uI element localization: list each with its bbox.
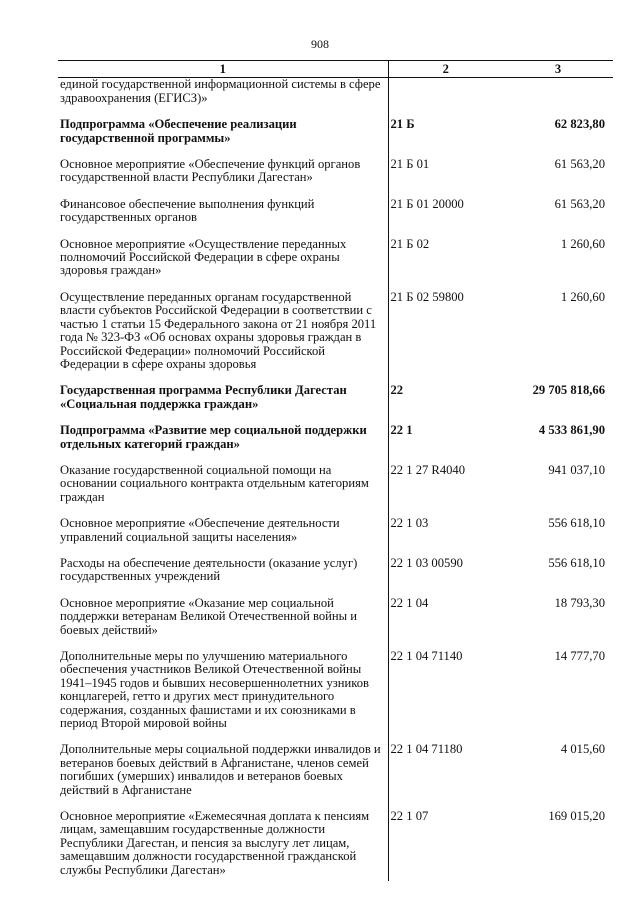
row-description: Государственная программа Республики Дагестан «Социальная поддержка граждан» [60, 383, 347, 411]
row-description: единой государственной информационной системы в сфере здравоохранения (ЕГИСЗ)» [60, 77, 381, 105]
row-description: Дополнительные меры по улучшению материального обеспечения участников Великой Отечественной войны 1941–1945 годов и бывших несовершеннолетних узников концлагерей, гетто и других мест принудительного содержания, созданных фашистами и их союзниками в период Второй мировой войны [60, 649, 369, 731]
row-description: Оказание государственной социальной помощи на основании социального контракта отдельным категориям граждан [60, 462, 369, 504]
row-amount: 1 260,60 [560, 289, 605, 304]
page-number: 908 [311, 37, 329, 51]
row-code: 22 [388, 384, 503, 424]
row-amount: 29 705 818,66 [532, 383, 605, 398]
row-amount: 1 260,60 [560, 236, 605, 251]
row-amount [503, 78, 613, 118]
row-amount: 941 037,10 [548, 462, 605, 477]
row-amount: 169 015,20 [548, 809, 605, 824]
budget-table [58, 60, 613, 881]
table-row [58, 464, 613, 517]
row-amount: 62 823,80 [554, 117, 605, 132]
row-code: 22 1 07 [388, 810, 503, 881]
table-row [58, 118, 613, 158]
table-row [58, 158, 613, 198]
table-row [58, 743, 613, 810]
table-row [58, 517, 613, 557]
row-code: 22 1 [388, 424, 503, 464]
row-amount: 556 618,10 [548, 555, 605, 570]
row-code: 22 1 04 [388, 597, 503, 650]
row-code: 22 1 03 [388, 517, 503, 557]
row-amount: 4 533 861,90 [538, 423, 605, 438]
row-amount: 4 015,60 [560, 742, 605, 757]
row-description: Осуществление переданных органам государственной власти субъектов Российской Федерации в соответствии с частью 1 статьи 15 Федерального закона от 21 ноября 2011 года № 323-ФЗ «Об основах охраны здоровья граждан в Российской Федерации» полномочий Российской Федерации в сфере охраны здоровья [60, 289, 377, 371]
table-row [58, 384, 613, 424]
row-code: 21 Б 02 59800 [388, 291, 503, 384]
table-row [58, 198, 613, 238]
table-row [58, 424, 613, 464]
row-description: Подпрограмма «Обеспечение реализации государственной программы» [60, 117, 297, 145]
row-description: Основное мероприятие «Обеспечение деятельности управлений социальной защиты населения» [60, 516, 340, 544]
row-description: Дополнительные меры социальной поддержки инвалидов и ветеранов боевых действий в Афганистане, членов семей погибших (умерших) инвалидов и ветеранов боевых действий в Афганистане [60, 742, 381, 797]
table-row [58, 650, 613, 743]
row-code: 21 Б 02 [388, 238, 503, 291]
row-code: 22 1 04 71140 [388, 650, 503, 743]
row-amount: 556 618,10 [548, 516, 605, 531]
table-row [58, 557, 613, 597]
row-amount: 61 563,20 [554, 157, 605, 172]
row-amount: 61 563,20 [554, 196, 605, 211]
row-code: 22 1 03 00590 [388, 557, 503, 597]
row-code: 22 1 27 R4040 [388, 464, 503, 517]
row-description: Основное мероприятие «Обеспечение функций органов государственной власти Республики Дагестан» [60, 157, 361, 185]
table-header-row [58, 61, 613, 78]
row-code: 21 Б 01 20000 [388, 198, 503, 238]
row-description: Основное мероприятие «Оказание мер социальной поддержки ветеранам Великой Отечественной войны и боевых действий» [60, 595, 357, 637]
row-code [388, 78, 503, 118]
table-row [58, 78, 613, 118]
column-header-3: 3 [503, 61, 613, 78]
row-description: Финансовое обеспечение выполнения функций государственных органов [60, 196, 315, 225]
row-amount: 18 793,30 [554, 595, 605, 610]
row-description: Расходы на обеспечение деятельности (оказание услуг) государственных учреждений [60, 555, 358, 584]
row-amount: 14 777,70 [554, 649, 605, 663]
table-row [58, 810, 613, 881]
row-description: Подпрограмма «Развитие мер социальной поддержки отдельных категорий граждан» [60, 423, 367, 451]
row-description: Основное мероприятие «Ежемесячная доплата к пенсиям лицам, замещавшим государственные должности Республики Дагестан, и пенсия за выслугу лет лицам, замещавшим должности государственной гражданской службы Республики Дагестан» [60, 809, 370, 877]
row-code: 22 1 04 71180 [388, 743, 503, 810]
row-description: Основное мероприятие «Осуществление переданных полномочий Российской Федерации в сфере охраны здоровья граждан» [60, 236, 347, 278]
column-header-2: 2 [388, 61, 503, 78]
column-header-1: 1 [58, 61, 388, 78]
row-code: 21 Б 01 [388, 158, 503, 198]
table-row [58, 238, 613, 291]
table-row [58, 597, 613, 650]
row-code: 21 Б [388, 118, 503, 158]
table-row [58, 291, 613, 384]
